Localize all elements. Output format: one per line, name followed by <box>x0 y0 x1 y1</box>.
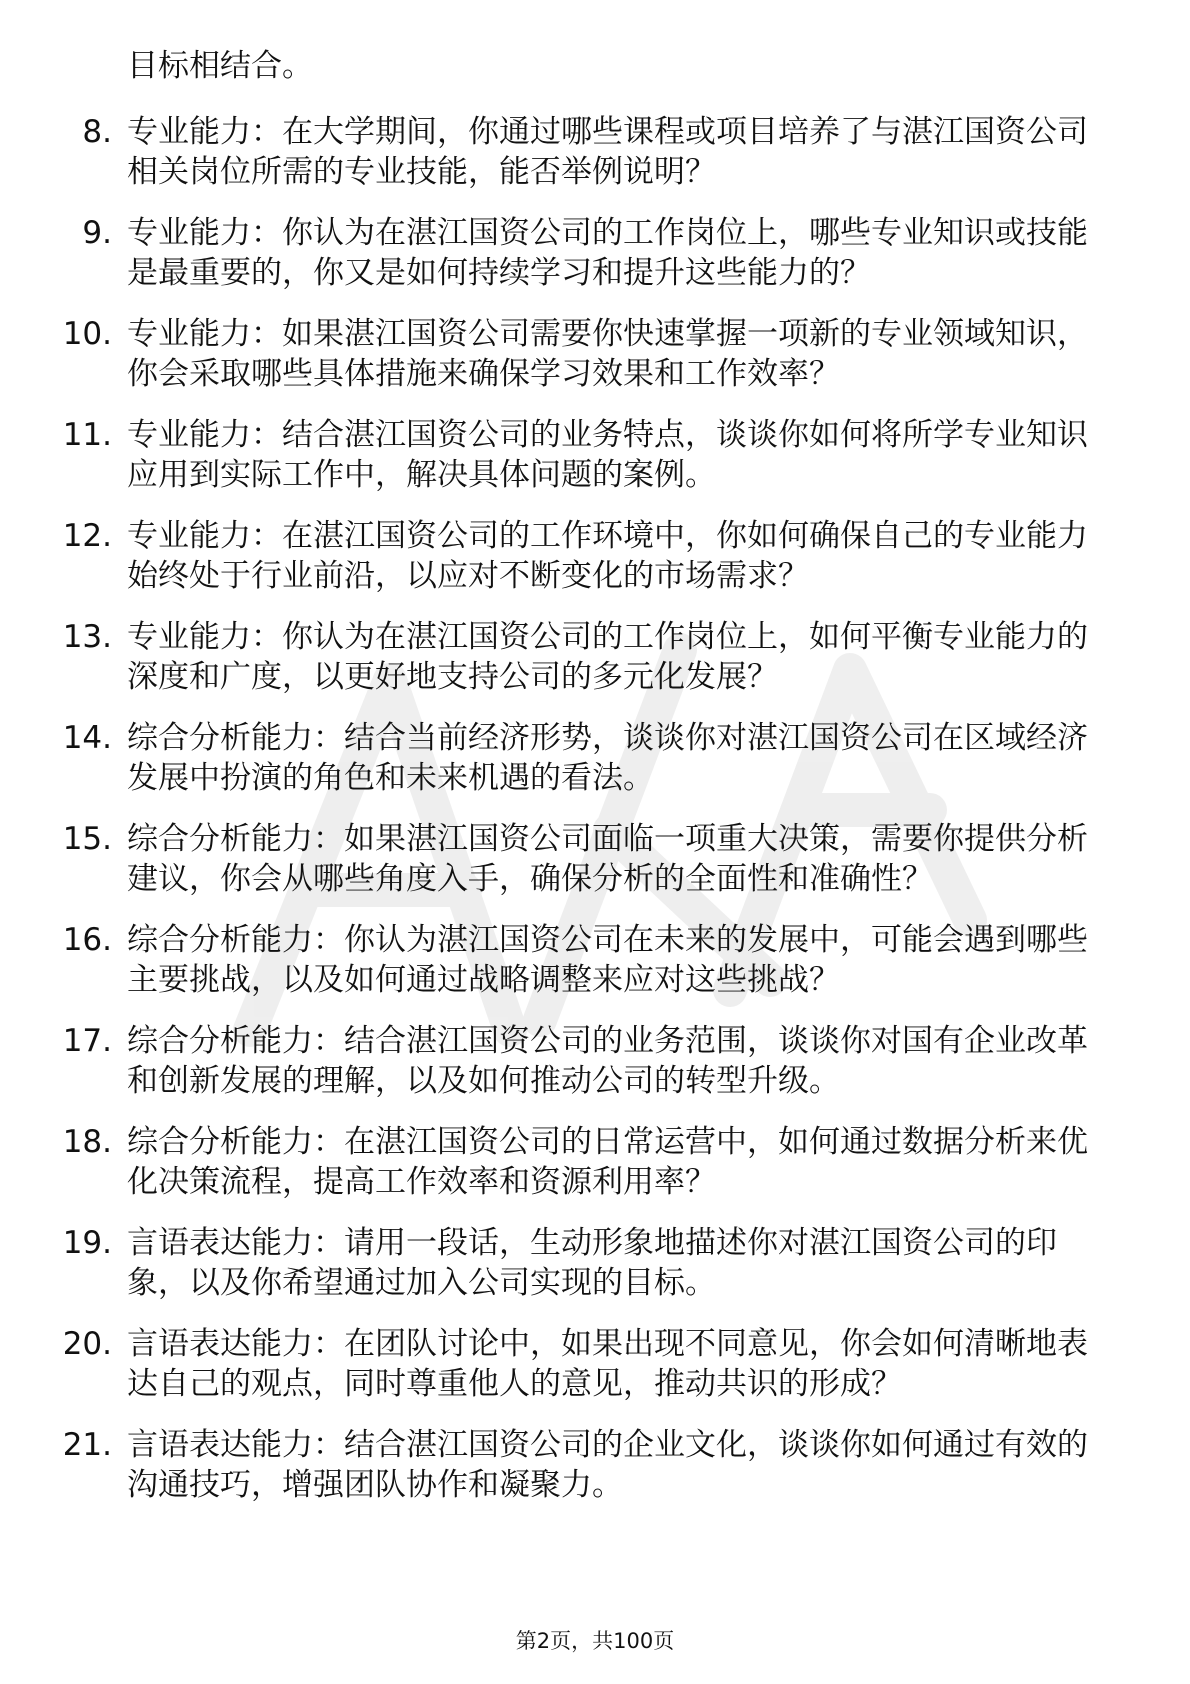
question-number: 9. <box>82 215 112 251</box>
question-text: 综合分析能力：你认为湛江国资公司在未来的发展中，可能会遇到哪些主要挑战，以及如何通过战略调整来应对这些挑战？ <box>127 922 1088 998</box>
question-number: 21. <box>62 1427 112 1463</box>
question-text: 综合分析能力：结合当前经济形势，谈谈你对湛江国资公司在区域经济发展中扮演的角色和未来机遇的看法。 <box>127 720 1088 796</box>
question-item <box>0 415 1190 495</box>
page-footer: 第2页，共100页 <box>515 1629 675 1653</box>
question-number: 20. <box>62 1326 112 1362</box>
question-text: 专业能力：如果湛江国资公司需要你快速掌握一项新的专业领域知识，你会采取哪些具体措施来确保学习效果和工作效率？ <box>127 316 1088 392</box>
question-text: 专业能力：在湛江国资公司的工作环境中，你如何确保自己的专业能力始终处于行业前沿，以应对不断变化的市场需求？ <box>127 518 1088 594</box>
question-item <box>0 213 1190 293</box>
question-number: 17. <box>62 1023 112 1059</box>
question-item <box>0 718 1190 798</box>
question-item <box>0 1324 1190 1404</box>
question-text: 专业能力：你认为在湛江国资公司的工作岗位上，如何平衡专业能力的深度和广度，以更好地支持公司的多元化发展？ <box>127 619 1088 695</box>
question-text: 专业能力：你认为在湛江国资公司的工作岗位上，哪些专业知识或技能是最重要的，你又是如何持续学习和提升这些能力的？ <box>127 215 1088 291</box>
question-item <box>0 112 1190 192</box>
question-text: 专业能力：结合湛江国资公司的业务特点，谈谈你如何将所学专业知识应用到实际工作中，解决具体问题的案例。 <box>127 417 1088 493</box>
question-number: 10. <box>62 316 112 352</box>
question-item <box>0 314 1190 394</box>
question-item <box>0 1223 1190 1303</box>
question-list <box>0 112 1190 1526</box>
question-item <box>0 617 1190 697</box>
question-number: 13. <box>62 619 112 655</box>
question-number: 12. <box>62 518 112 554</box>
question-text: 综合分析能力：结合湛江国资公司的业务范围，谈谈你对国有企业改革和创新发展的理解，以及如何推动公司的转型升级。 <box>127 1023 1088 1099</box>
continuation-text: 目标相结合。 <box>127 48 313 84</box>
question-item <box>0 1122 1190 1202</box>
question-item <box>0 819 1190 899</box>
question-number: 18. <box>62 1124 112 1160</box>
question-item <box>0 1425 1190 1505</box>
question-text: 言语表达能力：请用一段话，生动形象地描述你对湛江国资公司的印象，以及你希望通过加入公司实现的目标。 <box>127 1225 1057 1301</box>
question-number: 15. <box>62 821 112 857</box>
question-text: 综合分析能力：在湛江国资公司的日常运营中，如何通过数据分析来优化决策流程，提高工作效率和资源利用率？ <box>127 1124 1088 1200</box>
question-item <box>0 516 1190 596</box>
question-number: 16. <box>62 922 112 958</box>
question-number: 11. <box>62 417 112 453</box>
question-number: 19. <box>62 1225 112 1261</box>
question-item <box>0 920 1190 1000</box>
question-number: 14. <box>62 720 112 756</box>
question-text: 言语表达能力：结合湛江国资公司的企业文化，谈谈你如何通过有效的沟通技巧，增强团队协作和凝聚力。 <box>127 1427 1088 1503</box>
question-text: 综合分析能力：如果湛江国资公司面临一项重大决策，需要你提供分析建议，你会从哪些角度入手，确保分析的全面性和准确性？ <box>127 821 1088 897</box>
question-text: 专业能力：在大学期间，你通过哪些课程或项目培养了与湛江国资公司相关岗位所需的专业技能，能否举例说明？ <box>127 114 1088 190</box>
question-text: 言语表达能力：在团队讨论中，如果出现不同意见，你会如何清晰地表达自己的观点，同时尊重他人的意见，推动共识的形成？ <box>127 1326 1088 1402</box>
question-number: 8. <box>82 114 112 150</box>
question-item <box>0 1021 1190 1101</box>
